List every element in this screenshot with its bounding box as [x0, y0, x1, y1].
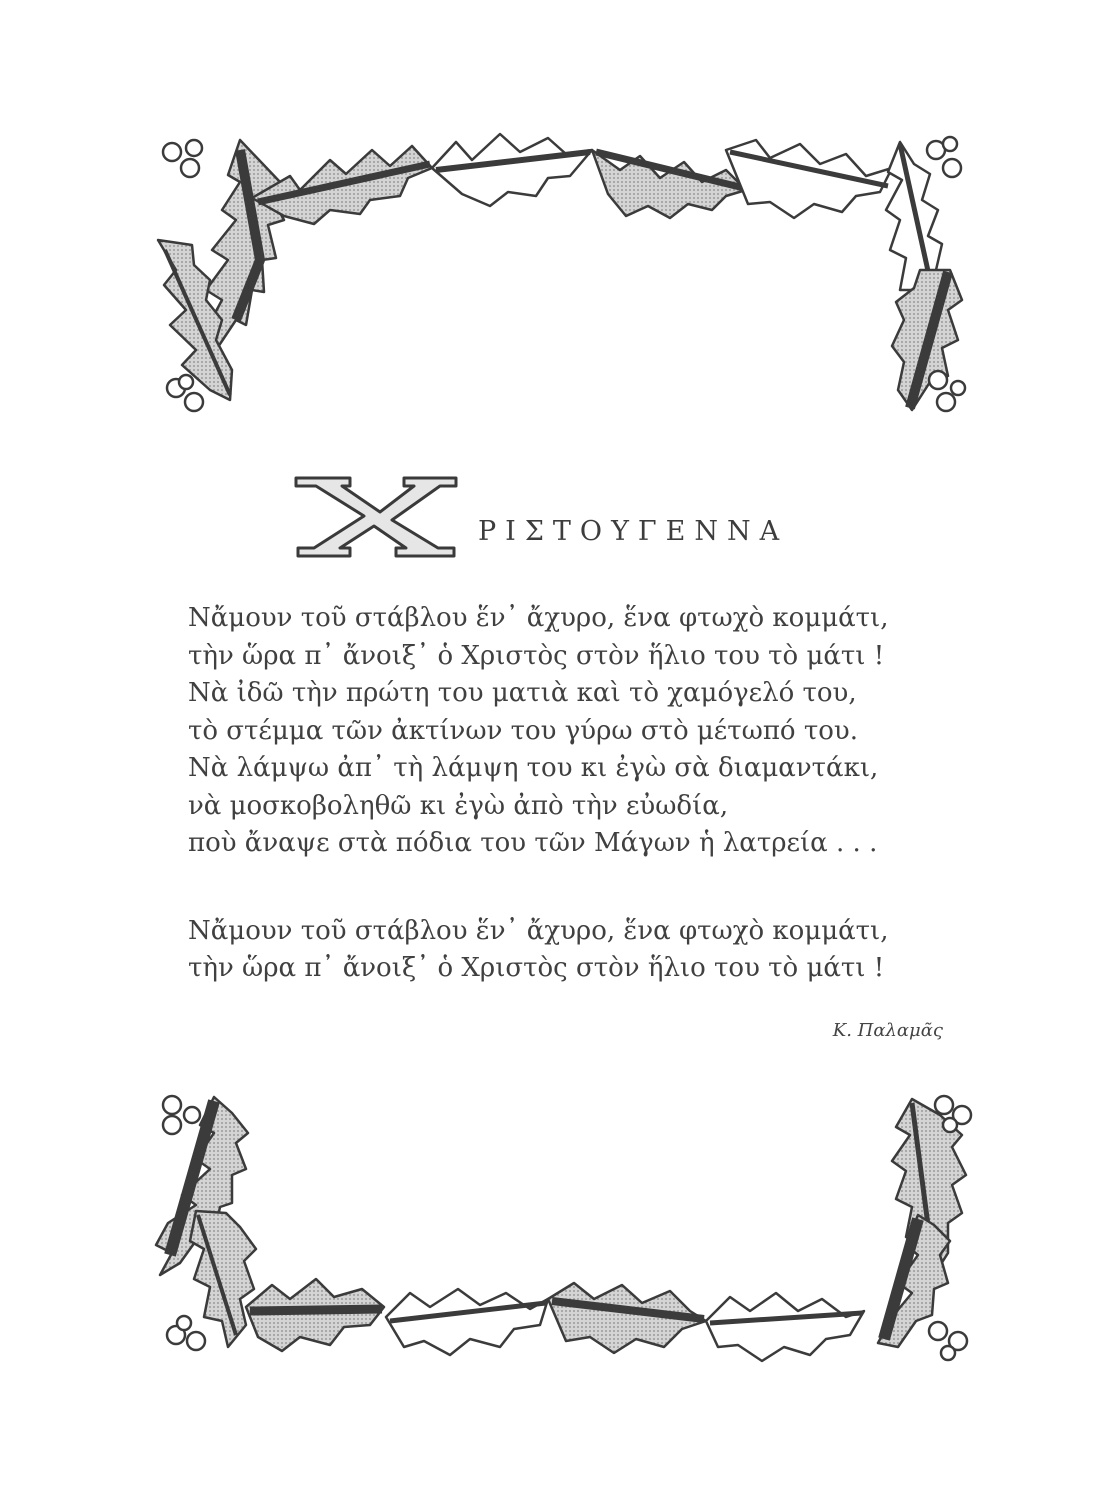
- stanza-1: [188, 600, 958, 863]
- poem-line: Νὰ ἰδῶ τὴν πρώτη του ματιὰ καὶ τὸ χαμόγελό του,: [188, 678, 857, 708]
- poem-line: ποὺ ἄναψε στὰ πόδια του τῶν Μάγων ἡ λατρεία . . .: [188, 828, 878, 858]
- title-text: ΡΙΣΤΟΥΓΕΝΝΑ: [478, 516, 789, 547]
- poem-line: τὴν ὥρα π᾽ ἄνοιξ᾽ ὁ Χριστὸς στὸν ἥλιο του τὸ μάτι !: [188, 953, 885, 983]
- poem-line: Νἄμουν τοῦ στάβλου ἕν᾽ ἄχυρο, ἕνα φτωχὸ κομμάτι,: [188, 603, 889, 633]
- holly-border-top-icon: [0, 120, 1115, 430]
- poem-line: νὰ μοσκοβοληθῶ κι ἐγὼ ἀπὸ τὴν εὐωδία,: [188, 790, 729, 821]
- poem-line: Νὰ λάμψω ἀπ᾽ τὴ λάμψη του κι ἐγὼ σὰ διαμαντάκι,: [188, 753, 879, 783]
- poem-line: τὴν ὥρα π᾽ ἄνοιξ᾽ ὁ Χριστὸς στὸν ἥλιο του τὸ μάτι !: [188, 640, 885, 671]
- holly-border-bottom-icon: [0, 1085, 1115, 1395]
- stanza-2: [188, 913, 958, 988]
- poem-line: τὸ στέμμα τῶν ἀκτίνων του γύρω στὸ μέτωπό του.: [188, 715, 858, 746]
- title: [288, 468, 888, 568]
- author-signature: Κ. Παλαμᾶς: [832, 1020, 943, 1041]
- poem: [188, 600, 958, 988]
- drop-cap-chi-icon: [288, 468, 466, 560]
- poem-line: Νἄμουν τοῦ στάβλου ἕν᾽ ἄχυρο, ἕνα φτωχὸ κομμάτι,: [188, 915, 889, 946]
